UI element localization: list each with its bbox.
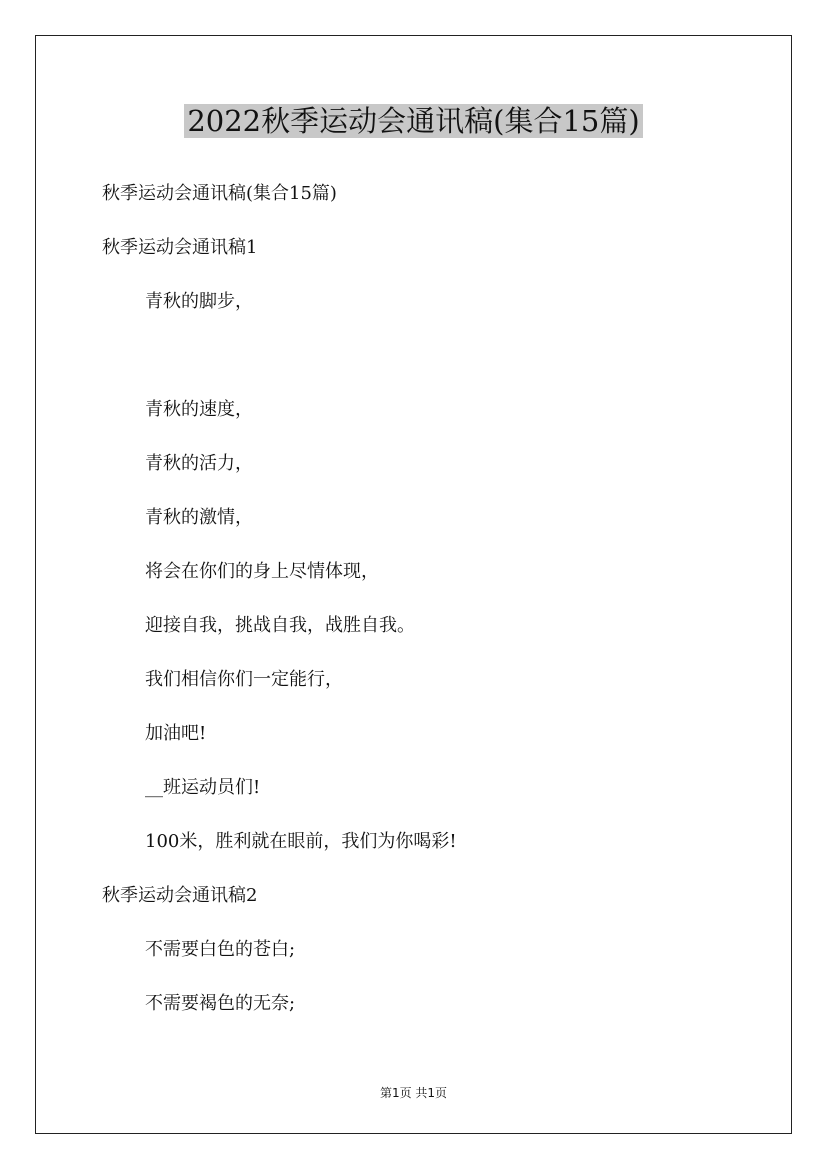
text-line: 我们相信你们一定能行， xyxy=(145,669,343,690)
section-heading: 秋季运动会通讯稿1 xyxy=(102,237,258,258)
text-line: 不需要白色的苍白; xyxy=(145,939,296,960)
text-line: 青秋的活力， xyxy=(145,453,253,474)
text-line: 秋季运动会通讯稿(集合15篇) xyxy=(102,183,337,204)
text-line: 青秋的速度， xyxy=(145,399,253,420)
document-title: 2022秋季运动会通讯稿(集合15篇) xyxy=(184,104,642,138)
page-number: 第1页 共1页 xyxy=(379,1086,448,1100)
text-line: 青秋的激情， xyxy=(145,507,253,528)
text-line: 将会在你们的身上尽情体现， xyxy=(145,561,379,582)
document-title-wrapper xyxy=(0,100,827,142)
section-heading: 秋季运动会通讯稿2 xyxy=(102,885,258,906)
text-line: 100米，胜利就在眼前，我们为你喝彩! xyxy=(145,831,457,852)
text-line: 不需要褐色的无奈; xyxy=(145,993,296,1014)
text-line: 迎接自我，挑战自我，战胜自我。 xyxy=(145,615,415,636)
text-line: __班运动员们! xyxy=(145,777,261,798)
text-line: 青秋的脚步， xyxy=(145,291,253,312)
text-line: 加油吧! xyxy=(145,723,207,744)
